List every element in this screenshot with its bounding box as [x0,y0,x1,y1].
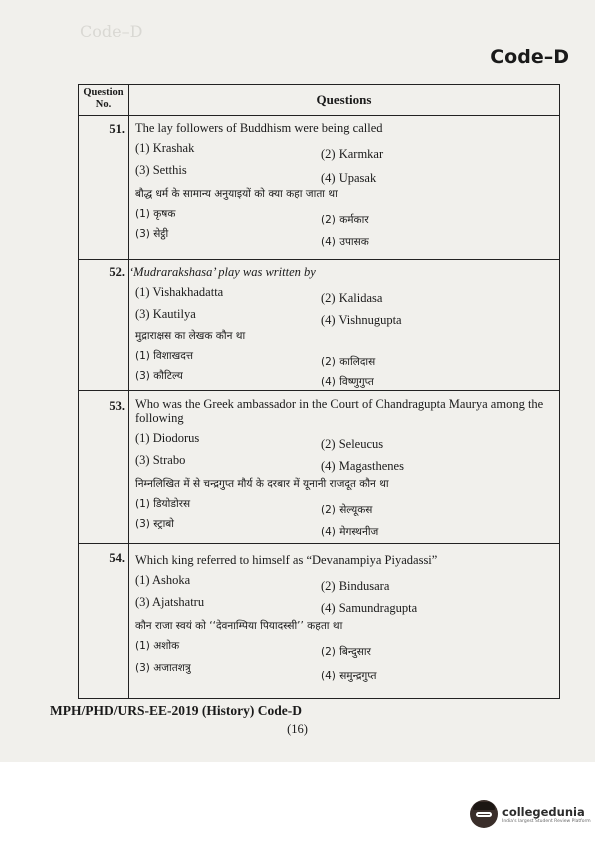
option-hi: (1) डियोडोरस [135,498,191,510]
option: (4) Magasthenes [321,459,404,473]
option: (4) Vishnugupta [321,313,402,327]
option: (1) Diodorus [135,431,200,445]
option-hi: (3) कौटिल्य [135,370,183,382]
option-hi: (1) कृषक [135,208,176,220]
option-hi: (4) विष्णुगुप्त [321,376,374,388]
column-header-questions: Questions [316,92,372,107]
question-text-hi: बौद्ध धर्म के सामान्य अनुयाइयों को क्या कहा जाता था [135,188,338,200]
question-text-hi: निम्नलिखित में से चन्द्रगुप्त मौर्य के दरबार में यूनानी राजदूत कौन था [135,478,389,490]
question-text-hi: मुद्राराक्षस का लेखक कौन था [135,330,246,342]
option: (3) Kautilya [135,307,196,321]
option: (4) Samundragupta [321,601,418,615]
question-text-hi: कौन राजा स्वयं को ‘‘देवनाम्पिया पियादस्सी’’ कहता था [135,620,343,632]
option: (4) Upasak [321,171,377,185]
option-hi: (3) स्ट्राबो [135,518,175,530]
option-hi: (4) मेगस्थनीज [321,526,379,538]
option-hi: (2) कालिदास [321,356,376,368]
option-hi: (1) विशाखदत्त [135,350,194,362]
option: (1) Vishakhadatta [135,285,224,299]
option-hi: (3) सेट्ठी [135,228,169,240]
question-text-en: Who was the Greek ambassador in the Court of Chandragupta Maurya among the following [135,397,544,425]
option-hi: (2) बिन्दुसार [321,646,371,658]
collegedunia-brand[interactable] [470,800,591,828]
option: (1) Krashak [135,141,195,155]
option: (3) Setthis [135,163,187,177]
option: (2) Bindusara [321,579,390,593]
page-number: (16) [287,722,308,736]
option: (2) Kalidasa [321,291,383,305]
question-number: 53. [109,399,125,413]
question-number: 54. [109,551,125,565]
brand-tagline: India's largest Student Review Platform [502,818,591,824]
question-text-en: Which king referred to himself as “Devanampiya Piyadassi” [135,553,438,567]
page-code-label: Code–D [490,46,569,68]
option: (2) Karmkar [321,147,384,161]
question-number: 51. [109,122,125,136]
option-hi: (1) अशोक [135,640,180,652]
question-text-en: The lay followers of Buddhism were being called [135,121,383,135]
option-hi: (4) उपासक [321,236,369,248]
option: (2) Seleucus [321,437,384,451]
student-avatar-icon [470,800,498,828]
option-hi: (3) अजातशत्रु [135,662,191,674]
option: (3) Strabo [135,453,186,467]
question-block [135,121,553,257]
question-block [135,553,553,693]
option-hi: (2) कर्मकार [321,214,369,226]
option: (3) Ajatshatru [135,595,205,609]
question-block [129,265,553,388]
option: (1) Ashoka [135,573,191,587]
question-table [78,84,560,699]
question-number: 52. [109,265,125,279]
footer-exam-code: MPH/PHD/URS-EE-2019 (History) Code-D [50,703,302,718]
question-block [135,397,555,541]
option-hi: (2) सेल्यूकस [321,504,373,516]
column-header-question-no: Question No. [83,87,124,110]
question-text-en: ‘Mudrarakshasa’ play was written by [129,265,316,279]
option-hi: (4) समुन्द्रगुप्त [321,670,377,682]
bleed-through-text: Code–D [80,22,143,41]
brand-name: collegedunia [502,804,585,819]
